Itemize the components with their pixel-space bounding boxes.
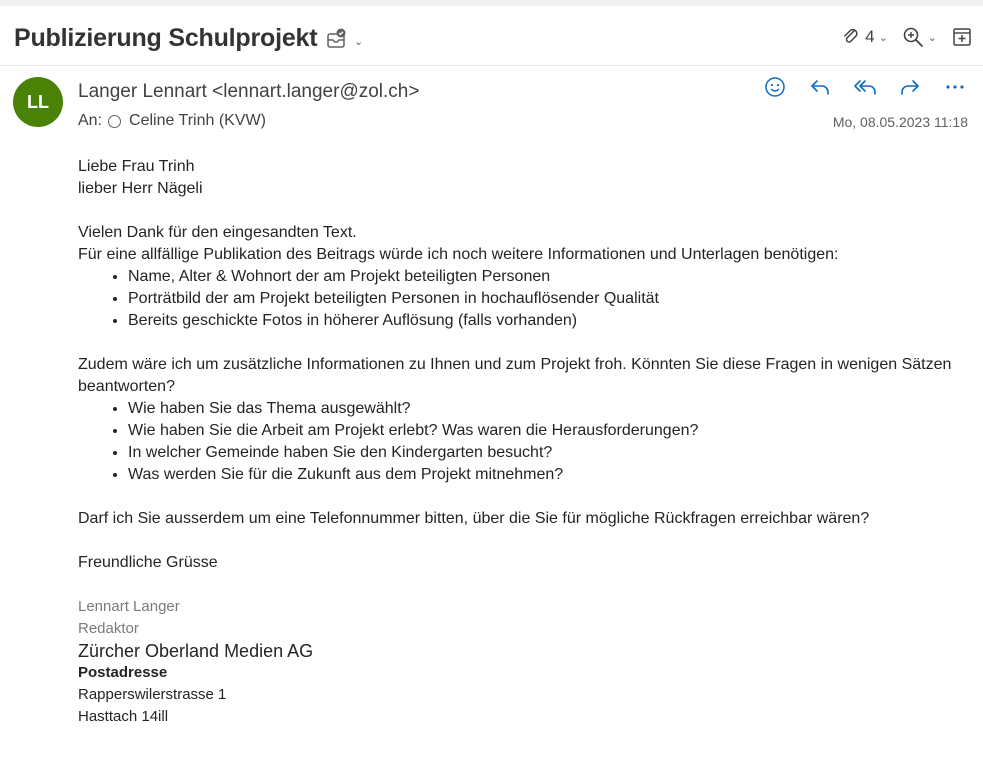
reply-all-icon[interactable] xyxy=(851,74,879,100)
message-date: Mo, 08.05.2023 11:18 xyxy=(832,114,968,130)
sender-avatar[interactable]: LL xyxy=(13,77,63,127)
signature-role: Redaktor xyxy=(78,620,139,637)
address-line: Hasttach 14ill xyxy=(78,708,169,725)
header-right-tools xyxy=(827,26,973,48)
message-body xyxy=(78,156,968,728)
closing: Freundliche Grüsse xyxy=(78,554,218,571)
paragraph: Darf ich Sie ausserdem um eine Telefonnummer bitten, über die Sie für mögliche Rückfragen erreichbar wären? xyxy=(78,510,870,527)
bullet-list xyxy=(78,266,968,332)
chevron-down-icon: ⌄ xyxy=(927,31,937,44)
recipient-name[interactable]: Celine Trinh (KVW) xyxy=(129,112,266,129)
message-actions xyxy=(761,74,969,100)
list-item: • Wie haben Sie die Arbeit am Projekt erlebt? Was waren die Herausforderungen? xyxy=(128,420,968,442)
chevron-down-icon: ⌄ xyxy=(878,31,888,44)
chevron-down-icon[interactable]: ⌄ xyxy=(354,36,364,48)
subject-tools xyxy=(326,28,363,55)
presence-status-icon xyxy=(108,115,121,128)
forward-icon[interactable] xyxy=(896,74,924,100)
reading-pane-header xyxy=(0,0,983,66)
mail-read-icon[interactable] xyxy=(326,28,348,55)
paragraph: Zudem wäre ich um zusätzliche Informationen zu Ihnen und zum Projekt froh. Könnten Sie diese Fragen in wenigen Sätzen beantworten? xyxy=(78,356,952,395)
attachments-button[interactable] xyxy=(841,27,888,47)
emoji-reaction-icon[interactable] xyxy=(761,74,789,100)
open-in-new-window-icon xyxy=(951,26,973,48)
email-subject: Publizierung Schulprojekt xyxy=(14,24,318,52)
sender-address[interactable]: Langer Lennart <lennart.langer@zol.ch> xyxy=(78,81,420,102)
list-item: • Bereits geschickte Fotos in höherer Auflösung (falls vorhanden) xyxy=(128,310,968,332)
bullet-list xyxy=(78,398,968,486)
paragraph: Für eine allfällige Publikation des Beitrags würde ich noch weitere Informationen und Unterlagen benötigen: xyxy=(78,246,839,263)
list-item: • Was werden Sie für die Zukunft aus dem Projekt mitnehmen? xyxy=(128,464,968,486)
reply-icon[interactable] xyxy=(806,74,834,100)
to-label: An: xyxy=(78,112,103,129)
attachments-count: 4 xyxy=(865,27,875,46)
attachment-icon xyxy=(841,27,861,47)
company-name: Zürcher Oberland Medien AG xyxy=(78,641,314,661)
address-heading: Postadresse xyxy=(78,664,168,681)
open-in-new-window-button[interactable] xyxy=(951,26,973,48)
recipients-line xyxy=(78,112,266,130)
paragraph: Vielen Dank für den eingesandten Text. xyxy=(78,224,357,241)
list-item: • In welcher Gemeinde haben Sie den Kindergarten besucht? xyxy=(128,442,968,464)
list-item: • Porträtbild der am Projekt beteiligten Personen in hochauflösender Qualität xyxy=(128,288,968,310)
more-icon[interactable] xyxy=(941,74,969,100)
greeting-line: Liebe Frau Trinh xyxy=(78,158,195,175)
signature-name: Lennart Langer xyxy=(78,598,180,615)
list-item: • Name, Alter & Wohnort der am Projekt beteiligten Personen xyxy=(128,266,968,288)
address-line: Rapperswilerstrasse 1 xyxy=(78,686,227,703)
greeting-line: lieber Herr Nägeli xyxy=(78,180,203,197)
zoom-button[interactable] xyxy=(902,26,937,48)
list-item: • Wie haben Sie das Thema ausgewählt? xyxy=(128,398,968,420)
zoom-icon xyxy=(902,26,924,48)
